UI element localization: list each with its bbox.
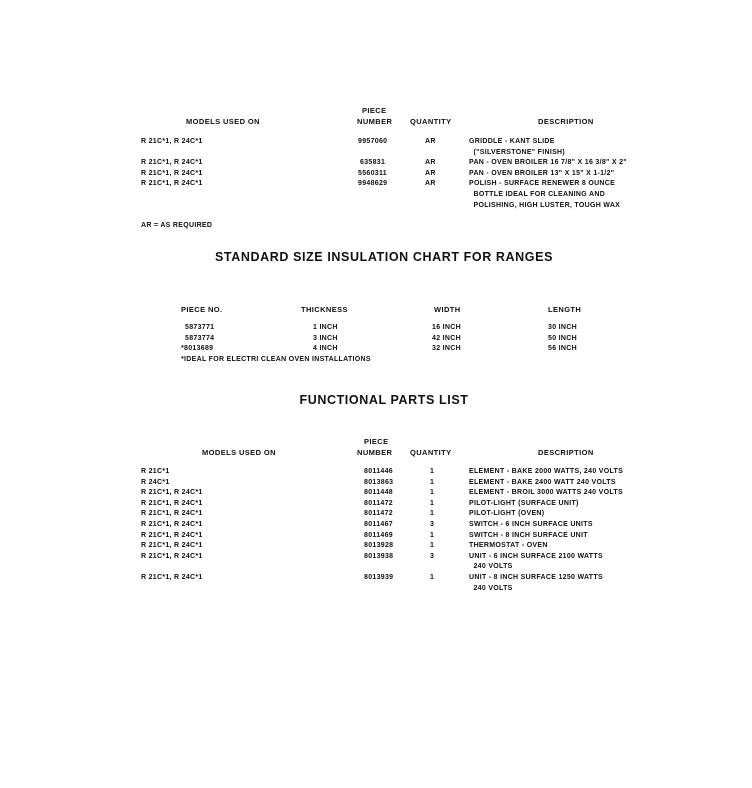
length-cell: 56 INCH bbox=[548, 345, 577, 353]
models-cell: R 21C*1, R 24C*1 bbox=[141, 169, 203, 177]
width-cell: 32 INCH bbox=[432, 345, 461, 353]
thickness-cell: 4 INCH bbox=[313, 345, 338, 353]
models-cell: R 21C*1 bbox=[141, 468, 170, 475]
models-cell: R 21C*1, R 24C*1 bbox=[141, 552, 203, 560]
desc-cell: SWITCH - 6 INCH SURFACE UNITS bbox=[469, 520, 593, 528]
desc-cell: THERMOSTAT - OVEN bbox=[469, 542, 548, 550]
qty-cell: 1 bbox=[430, 478, 435, 486]
table-row bbox=[0, 334, 752, 345]
insulation-width-header: WIDTH bbox=[434, 305, 461, 314]
table-row bbox=[0, 190, 752, 201]
qty-cell: 1 bbox=[430, 489, 435, 497]
thickness-cell: 1 INCH bbox=[313, 324, 338, 331]
length-cell: 30 INCH bbox=[548, 324, 577, 331]
qty-cell: AR bbox=[425, 138, 436, 145]
table-row bbox=[0, 158, 752, 169]
desc-cell: 240 VOLTS bbox=[469, 563, 513, 571]
piece-cell: 8013928 bbox=[364, 542, 394, 550]
functional-description-header: DESCRIPTION bbox=[538, 448, 594, 457]
models-cell: R 21C*1, R 24C*1 bbox=[141, 138, 203, 145]
insulation-length-header: LENGTH bbox=[548, 305, 582, 314]
functional-models-header: MODELS USED ON bbox=[202, 448, 276, 457]
table-row bbox=[0, 520, 752, 531]
functional-title: FUNCTIONAL PARTS LIST bbox=[299, 393, 469, 407]
table-row bbox=[0, 467, 752, 478]
piece-cell: 8013863 bbox=[364, 478, 394, 486]
qty-cell: AR bbox=[425, 159, 436, 167]
qty-cell: 1 bbox=[430, 542, 435, 550]
qty-cell: 1 bbox=[430, 468, 435, 475]
qty-cell: 3 bbox=[430, 520, 435, 528]
insulation-piece-header: PIECE NO. bbox=[181, 305, 223, 314]
table-row bbox=[0, 509, 752, 520]
models-cell: R 21C*1, R 24C*1 bbox=[141, 510, 203, 518]
models-cell: R 21C*1, R 24C*1 bbox=[141, 520, 203, 528]
functional-piece-header-line1: PIECE bbox=[364, 437, 389, 446]
table-row bbox=[0, 148, 752, 159]
piece-cell: 8013939 bbox=[364, 573, 394, 581]
insulation-footnote: *IDEAL FOR ELECTRI CLEAN OVEN INSTALLATIONS bbox=[181, 355, 371, 363]
desc-cell: BOTTLE IDEAL FOR CLEANING AND bbox=[469, 190, 606, 198]
thickness-cell: 3 INCH bbox=[313, 334, 338, 342]
functional-table-body bbox=[0, 467, 752, 594]
table-row bbox=[0, 584, 752, 595]
table-row bbox=[0, 552, 752, 563]
table-row bbox=[0, 541, 752, 552]
top-table-body bbox=[0, 137, 752, 211]
qty-cell: 1 bbox=[430, 573, 435, 581]
desc-cell: ELEMENT - BROIL 3000 WATTS 240 VOLTS bbox=[469, 489, 623, 497]
table-row bbox=[0, 169, 752, 180]
models-cell: R 21C*1, R 24C*1 bbox=[141, 489, 203, 497]
qty-cell: AR bbox=[425, 169, 436, 177]
table-row bbox=[0, 137, 752, 148]
piece-cell: 9948629 bbox=[358, 180, 388, 188]
desc-cell: PAN - OVEN BROILER 13" X 15" X 1-1/2" bbox=[469, 169, 615, 177]
piece-cell: 8013938 bbox=[364, 552, 394, 560]
functional-piece-header-line2: NUMBER bbox=[357, 448, 393, 457]
piece-cell: 635831 bbox=[360, 159, 386, 167]
as-required-note: AR = AS REQUIRED bbox=[141, 222, 213, 229]
table-row bbox=[0, 179, 752, 190]
models-cell: R 21C*1, R 24C*1 bbox=[141, 531, 203, 539]
top-models-header: MODELS USED ON bbox=[186, 117, 260, 126]
top-quantity-header: QUANTITY bbox=[410, 117, 452, 126]
models-cell: R 21C*1, R 24C*1 bbox=[141, 499, 203, 507]
desc-cell: 240 VOLTS bbox=[469, 584, 513, 592]
piece-cell: 5560311 bbox=[358, 169, 387, 177]
table-row bbox=[0, 344, 752, 355]
piece-cell: 5873774 bbox=[185, 334, 215, 342]
table-row bbox=[0, 573, 752, 584]
qty-cell: 1 bbox=[430, 531, 435, 539]
top-piece-header-line1: PIECE bbox=[362, 106, 387, 115]
insulation-title: STANDARD SIZE INSULATION CHART FOR RANGES bbox=[214, 250, 554, 264]
width-cell: 16 INCH bbox=[432, 324, 461, 331]
piece-cell: 5873771 bbox=[185, 324, 215, 331]
qty-cell: 1 bbox=[430, 510, 435, 518]
qty-cell: AR bbox=[425, 180, 436, 188]
piece-cell: 8011448 bbox=[364, 489, 393, 497]
desc-cell: ELEMENT - BAKE 2400 WATT 240 VOLTS bbox=[469, 478, 616, 486]
piece-cell: *8013689 bbox=[181, 345, 214, 353]
desc-cell: PAN - OVEN BROILER 16 7/8" X 16 3/8" X 2" bbox=[469, 159, 627, 167]
desc-cell: UNIT - 6 INCH SURFACE 2100 WATTS bbox=[469, 552, 603, 560]
desc-cell: PILOT-LIGHT (OVEN) bbox=[469, 510, 545, 518]
table-row bbox=[0, 531, 752, 542]
functional-quantity-header: QUANTITY bbox=[410, 448, 452, 457]
insulation-table-body bbox=[0, 323, 752, 365]
piece-cell: 8011446 bbox=[364, 468, 393, 475]
piece-cell: 8011472 bbox=[364, 499, 393, 507]
piece-cell: 8011469 bbox=[364, 531, 393, 539]
desc-cell: POLISH - SURFACE RENEWER 8 OUNCE bbox=[469, 180, 616, 188]
top-piece-header-line2: NUMBER bbox=[357, 117, 393, 126]
desc-cell: POLISHING, HIGH LUSTER, TOUGH WAX bbox=[469, 201, 621, 209]
table-row bbox=[0, 201, 752, 212]
table-row bbox=[0, 562, 752, 573]
top-description-header: DESCRIPTION bbox=[538, 117, 594, 126]
table-row bbox=[0, 488, 752, 499]
models-cell: R 21C*1, R 24C*1 bbox=[141, 180, 203, 188]
piece-cell: 8011472 bbox=[364, 510, 393, 518]
table-row bbox=[0, 478, 752, 489]
desc-cell: PILOT-LIGHT (SURFACE UNIT) bbox=[469, 499, 579, 507]
length-cell: 50 INCH bbox=[548, 334, 577, 342]
desc-cell: ELEMENT - BAKE 2000 WATTS, 240 VOLTS bbox=[469, 468, 624, 475]
piece-cell: 9957060 bbox=[358, 138, 388, 145]
insulation-thickness-header: THICKNESS bbox=[301, 305, 348, 314]
models-cell: R 24C*1 bbox=[141, 478, 170, 486]
desc-cell: ("SILVERSTONE" FINISH) bbox=[469, 148, 566, 156]
models-cell: R 21C*1, R 24C*1 bbox=[141, 573, 203, 581]
desc-cell: UNIT - 8 INCH SURFACE 1250 WATTS bbox=[469, 573, 603, 581]
qty-cell: 1 bbox=[430, 499, 435, 507]
desc-cell: GRIDDLE - KANT SLIDE bbox=[469, 138, 555, 145]
table-row bbox=[0, 323, 752, 334]
width-cell: 42 INCH bbox=[432, 334, 461, 342]
insulation-footnote-row bbox=[0, 355, 752, 366]
models-cell: R 21C*1, R 24C*1 bbox=[141, 159, 203, 167]
models-cell: R 21C*1, R 24C*1 bbox=[141, 542, 203, 550]
desc-cell: SWITCH - 8 INCH SURFACE UNIT bbox=[469, 531, 588, 539]
piece-cell: 8011467 bbox=[364, 520, 393, 528]
table-row bbox=[0, 499, 752, 510]
qty-cell: 3 bbox=[430, 552, 435, 560]
